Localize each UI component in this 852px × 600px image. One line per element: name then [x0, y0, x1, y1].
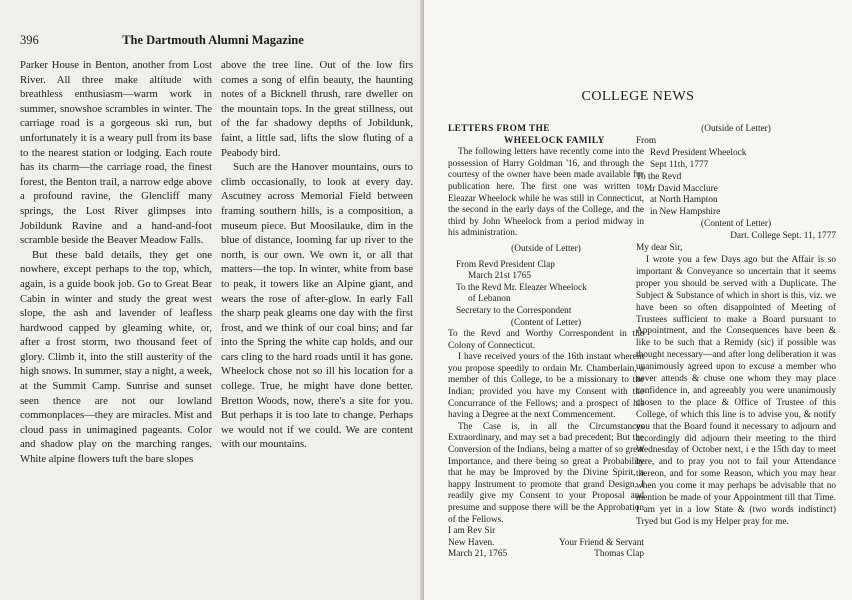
letter-to-label: To the Revd — [636, 171, 682, 182]
paragraph: Such are the Hanover mountains, ours to climb occasionally, to look at every day. Ascutney across Memorial Field between framing southern hills, is a composition, a museum piece. But Moosilauke, dim in the blue of distance, looming far up river to the north, is our own. We own it, or all that matters—the top. In winter, white from base to peak, it towers like an Alpine giant, and wears the rose of after-glow. In early Fall the sharp peak gleams one day with the first frost, and we think of our coal bins; and far into the Spring the white cap holds, and our cars cling to the hard roads until it has gone. Wheelock chose not so ill his location for a college. True, he might have done better. Bretton Woods, now, there's a site for you. But perhaps it is too late to change. Perhaps we would not if we could. We are content with our mountains. — [221, 161, 413, 451]
signature-row — [448, 538, 644, 550]
letter-paragraph: I have received yours of the 16th instant wherein you propose speedily to ordain Mr. Chamberlain, a member of this College, to be a missionary to the Indian; provided you have my Consent with the Concurrance of the Fellows; and a prospect of his having a Degree at the next Commencement. — [448, 352, 644, 421]
outside-letter-heading: (Outside of Letter) — [701, 124, 771, 134]
letter-from-label: From — [636, 135, 657, 146]
right-page — [424, 0, 852, 600]
letter-from-line: From Revd President Clap — [456, 259, 555, 270]
letter-from-date: March 21st 1765 — [468, 271, 532, 282]
signature-place: New Haven. — [448, 537, 495, 548]
paragraph: But these bald details, they get one nowhere, except perhaps to the top, which, again, is a guide book job. Go to Great Bear Cabin in winter and study the great west slope, the ash and lavender of leafless hardwood capped by gleaming white, or, after a frost storm, two thousand feet of glory. Climb it, into the still austerity of the high snows. In summer, stay a night, a week, at the Summit Camp. Sunrise and sunset seen thence are not our lowland commonplaces—they are miracles. Mist and cloud pass in unimagined pageants. Color and shadow play on the marching ranges. White alpine flowers tuft the bare slopes — [20, 248, 212, 466]
letter-to-place: of Lebanon — [468, 294, 511, 305]
letter-from-line: Revd President Wheelock — [650, 147, 747, 158]
right-column-1 — [448, 124, 644, 561]
paragraph: above the tree line. Out of the low firs comes a song of elfin beauty, the haunting notes of a Bicknell thrush, rare dweller on the mountain tops. In the great stillness, out of the far shadowy depths of Jobildunk, faint, a little sad, lifts the slow fluting of a Peabody bird. — [221, 59, 413, 159]
intro-paragraph: The following letters have recently come into the possession of Harry Goldman '16, and through the courtesy of the owner have been made available for publication here. The first one was written to Eleazar Wheelock while he was still in Connecticut, the second in the early days of the College, and the third by John Wheelock from a period midway in his administration. — [448, 147, 644, 239]
signature-row — [448, 549, 644, 561]
article-title-line-2: WHEELOCK FAMILY — [504, 135, 605, 146]
right-column-2 — [636, 124, 836, 529]
letter-closing: I am Rev Sir — [448, 526, 496, 537]
paragraph: Parker House in Benton, another from Lost River. All three make altitude with breathless enthusiasm—warm work in summer, snowshoe scrambles in winter. The carriage road is a gorgeous ski run, but unfortunately it is a weary pull from its base to the nearest station or lodging. Each route has its charm—the carriage road, the finest forest, the Benton trail, a narrow edge above a profound ravine, the Glencliff many springs, the Lost River glimpses into Jobildunk Ravine and a hand-and-foot scramble beside the Beaver Meadow Falls. — [20, 59, 212, 247]
signature-date: March 21, 1765 — [448, 549, 508, 560]
letter-to-place: at North Hampton — [650, 195, 718, 206]
left-column-1 — [20, 58, 212, 467]
signature-valediction: Your Friend & Servant — [558, 537, 644, 548]
letter-paragraph: The Case is, in all the Circumstances Extraordinary, and may set a bad precedent; But the Conversion of the Indians, being a matter of so great Importance, and there being so great a Probability that he may be Improved by the Divine Spirit, a happy Instrument to promote that grand Design, I readily give my Consent to your Proposal and presume and suppose there will be the Approbation of the Fellows. — [448, 421, 644, 525]
letter-secretary-line: Secretary to the Correspondent — [456, 305, 572, 316]
left-column-2 — [221, 58, 413, 452]
left-page — [0, 0, 424, 600]
letter-salutation: To the Revd and Worthy Correspondent in the Colony of Connecticut. — [448, 329, 644, 351]
letter-to-line: To the Revd Mr. Eleazer Wheelock — [456, 282, 587, 293]
letter-salutation: My dear Sir, — [636, 243, 683, 254]
content-letter-heading: (Content of Letter) — [510, 317, 582, 328]
letter-dateline: Dart. College Sept. 11, 1777 — [730, 231, 836, 242]
page-number: 396 — [20, 33, 39, 47]
article-title-line-1: LETTERS FROM THE — [448, 124, 550, 134]
content-letter-heading: (Content of Letter) — [700, 219, 772, 230]
letter-to-state: in New Hampshire — [650, 207, 721, 218]
letter-from-date: Sept 11th, 1777 — [650, 159, 709, 170]
signature-name: Thomas Clap — [594, 549, 644, 560]
letter-body: I wrote you a few Days ago but the Affair is so important & Conveyance so uncertain that it seems proper you should be served with a Duplicate. The Subject & Substance of which in short is this, viz. we have been so often disappointed of Meeting of Trustees sufficient to make a Board pursuant to Appointment, and the Consequences have been & like to be such that a Remidy (sic) if possible was thought necessary—and after long deliberation it was unanimously agreed upon to excuse a member who never attends & chuse one whom they may place confidence in, and agreeably you were unanimously chosen to the place & Office of Trustee of this College, of which this line is to advise you, & notify you that the Board found it necessary to adjourn and accordingly did adjourn their meeting to the third Wednesday of October next, i e the 15th day to meet here, and to pray you not to fail your Attendance thereon, and for some Reason, which you may hear when you come it may perhaps be advisable that no mention be made of your Appointment till that Time. I am yet in a low State & (two words indistinct) Tryed but God is my Helper pray for me. — [636, 254, 836, 527]
running-title: The Dartmouth Alumni Magazine — [122, 33, 304, 47]
section-title: COLLEGE NEWS — [581, 89, 695, 104]
outside-letter-heading: (Outside of Letter) — [511, 243, 581, 254]
letter-to-line: Mr David Macclure — [644, 183, 718, 194]
